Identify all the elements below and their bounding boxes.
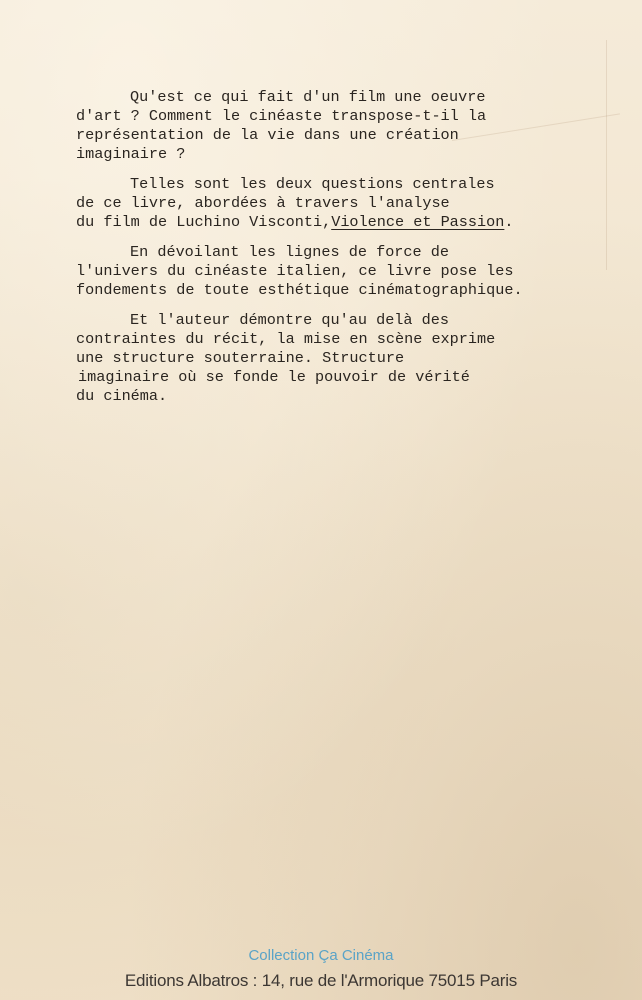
film-title: Violence et Passion bbox=[331, 213, 505, 231]
text-line: imaginaire où se fonde le pouvoir de vérité bbox=[78, 368, 470, 386]
text-line: l'univers du cinéaste italien, ce livre pose les bbox=[76, 262, 514, 280]
text-line: une structure souterraine. Structure bbox=[76, 349, 405, 367]
text-line: imaginaire ? bbox=[76, 145, 186, 163]
text-fragment: du film de Luchino Visconti, bbox=[76, 213, 332, 231]
text-line: d'art ? Comment le cinéaste transpose-t-il la bbox=[76, 107, 487, 125]
paragraph-1 bbox=[76, 88, 546, 164]
collection-name: Collection Ça Cinéma bbox=[248, 947, 394, 964]
paper-crease bbox=[606, 40, 607, 270]
text-line: Et l'auteur démontre qu'au delà des bbox=[130, 311, 449, 329]
paragraph-4 bbox=[76, 311, 546, 406]
text-line: de ce livre, abordées à travers l'analyse bbox=[76, 194, 450, 212]
paragraph-3 bbox=[76, 243, 546, 300]
text-line: En dévoilant les lignes de force de bbox=[130, 243, 449, 261]
text-line: représentation de la vie dans une création bbox=[76, 126, 459, 144]
paragraph-2 bbox=[76, 175, 546, 232]
text-line: fondements de toute esthétique cinématographique. bbox=[76, 281, 523, 299]
text-line: Telles sont les deux questions centrales bbox=[130, 175, 495, 193]
blurb-text bbox=[76, 88, 546, 417]
publisher-address: Editions Albatros : 14, rue de l'Armorique 75015 Paris bbox=[124, 971, 518, 990]
text-line: contraintes du récit, la mise en scène exprime bbox=[76, 330, 496, 348]
punctuation: . bbox=[504, 213, 514, 231]
text-line: du cinéma. bbox=[76, 387, 168, 405]
text-line bbox=[22, 213, 546, 232]
text-line: Qu'est ce qui fait d'un film une oeuvre bbox=[130, 88, 486, 106]
